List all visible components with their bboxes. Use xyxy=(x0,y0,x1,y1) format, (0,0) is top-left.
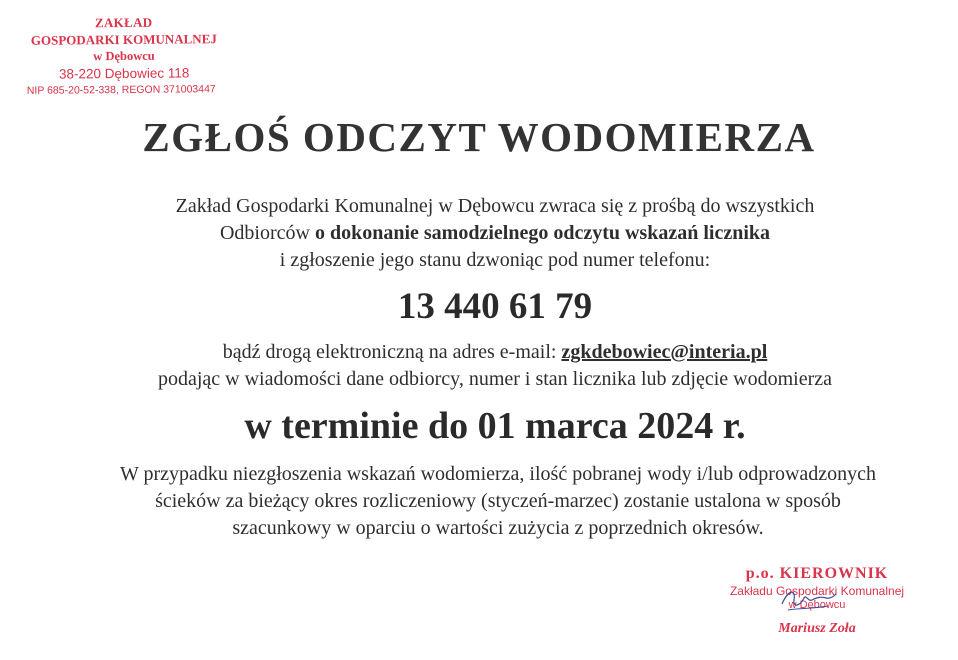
company-stamp xyxy=(8,13,241,100)
stamp-line-4: 38-220 Dębowiec 118 xyxy=(58,65,190,82)
manager-name: Mariusz Zoła xyxy=(778,621,856,636)
email-line-prefix: bądź drogą elektroniczną na adres e-mail: xyxy=(222,341,557,363)
email-paragraph xyxy=(0,339,958,393)
stamp-line-5: NIP 685-20-52-338, REGON 371003447 xyxy=(26,83,216,97)
notice-line-1: W przypadku niezgłoszenia wskazań wodomierza, ilość pobranej wody i/lub odprowadzonych xyxy=(119,463,877,485)
intro-line-2-bold: o dokonanie samodzielnego odczytu wskazań licznika xyxy=(314,222,771,244)
handwritten-signature xyxy=(778,582,838,618)
notice-line-2: ścieków za bieżący okres rozliczeniowy (styczeń-marzec) zostanie ustalona w sposób xyxy=(155,490,841,512)
email-link[interactable]: zgkdebowiec@interia.pl xyxy=(561,341,768,363)
manager-title: p.o. KIEROWNIK xyxy=(745,565,889,582)
notice-line-3: szacunkowy w oparciu o wartości zużycia z poprzednich okresów. xyxy=(232,517,764,539)
intro-line-2 xyxy=(0,220,958,247)
stamp-line-3: w Dębowcu xyxy=(93,48,155,64)
notice-paragraph xyxy=(0,461,958,542)
phone-number: 13 440 61 79 xyxy=(397,286,593,327)
email-line-2: podając w wiadomości dane odbiorcy, numer i stan licznika lub zdjęcie wodomierza xyxy=(157,368,833,390)
intro-line-2-prefix: Odbiorców xyxy=(219,222,310,244)
manager-org: Zakładu Gospodarki Komunalnej xyxy=(729,584,905,598)
page-title: ZGŁOŚ ODCZYT WODOMIERZA xyxy=(142,114,816,160)
stamp-line-2: GOSPODARKI KOMUNALNEJ xyxy=(30,31,217,48)
intro-line-1: Zakład Gospodarki Komunalnej w Dębowcu zwraca się z prośbą do wszystkich xyxy=(175,195,815,217)
intro-paragraph xyxy=(0,193,958,274)
manager-location: w Dębowcu xyxy=(788,599,846,611)
intro-line-3: i zgłoszenie jego stanu dzwoniąc pod numer telefonu: xyxy=(279,249,711,271)
stamp-line-1: ZAKŁAD xyxy=(94,14,153,31)
deadline: w terminie do 01 marca 2024 r. xyxy=(244,405,746,447)
email-line-1 xyxy=(0,339,958,366)
